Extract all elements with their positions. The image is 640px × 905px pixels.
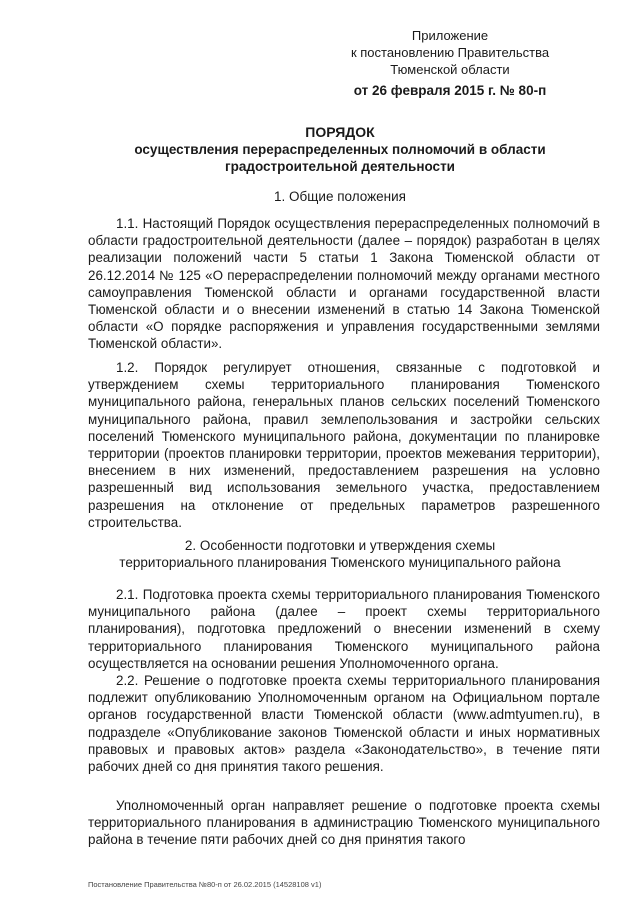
section2-heading (80, 537, 600, 571)
section2-heading-line2: территориального планирования Тюменского муниципального района (119, 555, 561, 570)
document-title (70, 124, 610, 175)
title-main: ПОРЯДОК (305, 124, 375, 140)
document-footer: Постановление Правительства №80-п от 26.02.2015 (14528108 v1) (88, 880, 322, 889)
title-subtitle-line2: градостроительной деятельности (225, 159, 455, 174)
section1-heading: 1. Общие положения (274, 189, 406, 204)
paragraph-2-2: 2.2. Решение о подготовке проекта схемы территориального планирования подлежит опубликованию Уполномоченным органом на Официальном портале органов государственной власти Тюменской области (www.admtyumen.ru), в подразделе «Опубликование законов Тюменской области и иных нормативных правовых и правовых актов» раздела «Законодательство», в течение пяти рабочих дней со дня принятия такого решения. (88, 673, 600, 775)
appendix-label: Приложение (411, 28, 489, 43)
appendix-resolution: к постановлению Правительства (350, 45, 550, 60)
appendix-region: Тюменской области (390, 62, 510, 77)
paragraph-1-2: 1.2. Порядок регулирует отношения, связанные с подготовкой и утверждением схемы территориального планирования Тюменского муниципального района, генеральных планов сельских поселений Тюменского муниципального района, правил землепользования и застройки сельских поселений Тюменского муниципального района, документации по планировке территории (проектов планировки территории, проектов межевания территории), внесением в них изменений, предоставлением разрешения на условно разрешенный вид использования земельного участка, предоставлением разрешения на отклонение от предельных параметров разрешенного строительства. (88, 360, 600, 530)
paragraph-2-3: Уполномоченный орган направляет решение о подготовке проекта схемы территориального планирования в администрацию Тюменского муниципального района в течение пяти рабочих дней со дня принятия такого (88, 798, 600, 848)
paragraph-1-1: 1.1. Настоящий Порядок осуществления перераспределенных полномочий в области градостроительной деятельности (далее – порядок) разработан в целях реализации положений части 5 статьи 1 Закона Тюменской области от 26.12.2014 № 125 «О перераспределении полномочий между органами местного самоуправления Тюменской области и органами государственной власти Тюменской области и о внесении изменений в статью 14 Закона Тюменской области «О порядке распоряжения и управления государственными землями Тюменской области». (88, 216, 600, 352)
paragraph-2-1: 2.1. Подготовка проекта схемы территориального планирования Тюменского муниципального района (далее – проект схемы территориального планирования), подготовка предложений о внесении изменений в схему территориального планирования Тюменского муниципального района осуществляется на основании решения Уполномоченного органа. (88, 587, 600, 671)
appendix-header (300, 27, 600, 99)
title-subtitle-line1: осуществления перераспределенных полномочий в области (134, 142, 546, 157)
section2-heading-line1: 2. Особенности подготовки и утверждения схемы (184, 538, 496, 553)
appendix-date-number: от 26 февраля 2015 г. № 80-п (353, 83, 547, 98)
